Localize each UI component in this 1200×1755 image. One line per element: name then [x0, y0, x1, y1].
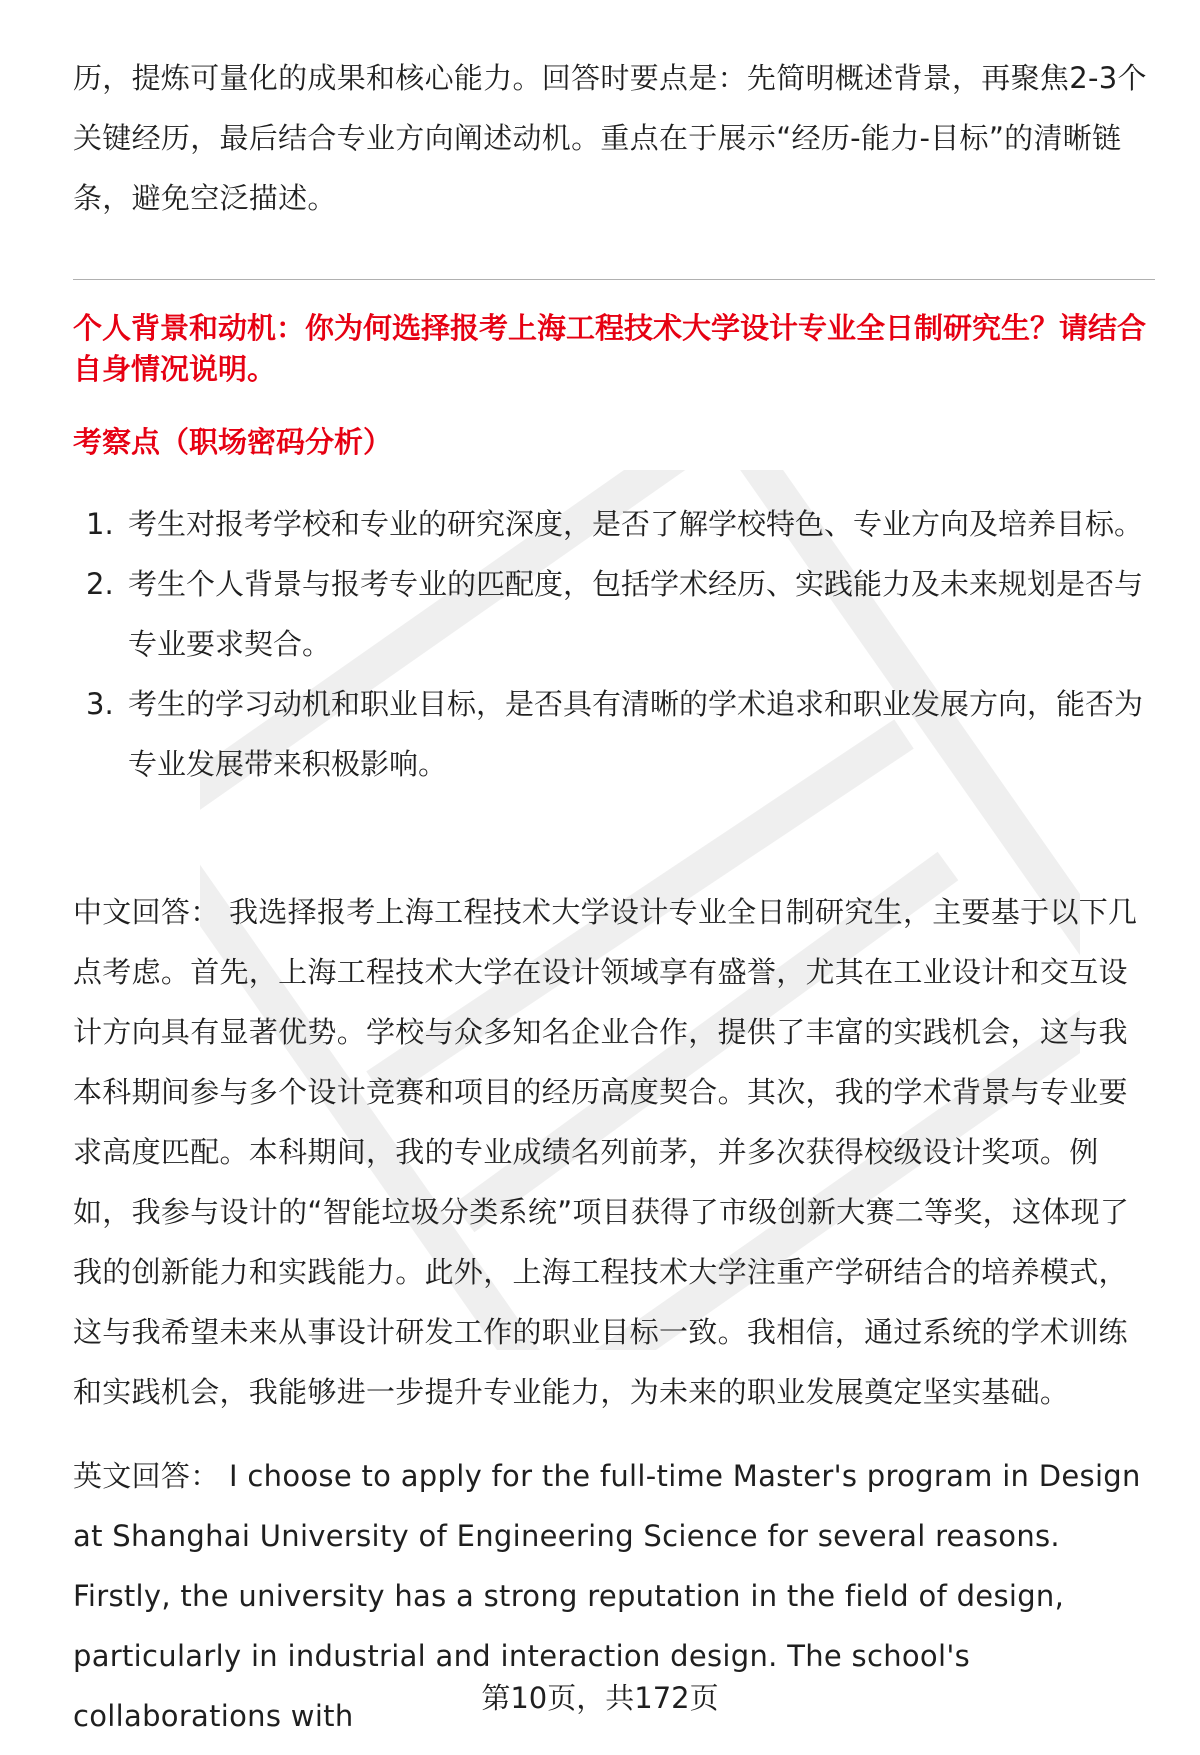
list-item-number: 1.: [86, 507, 114, 541]
key-points-heading: 考察点（职场密码分析）: [73, 425, 393, 459]
section-divider: [73, 279, 1155, 280]
chinese-answer-text: 我选择报考上海工程技术大学设计专业全日制研究生，主要基于以下几点考虑。首先，上海工程技术大学在设计领域享有盛誉，尤其在工业设计和交互设计方向具有显著优势。学校与众多知名企业合作，提供了丰富的实践机会，这与我本科期间参与多个设计竞赛和项目的经历高度契合。其次，我的学术背景与专业要求高度匹配。本科期间，我的专业成绩名列前茅，并多次获得校级设计奖项。例如，我参与设计的“智能垃圾分类系统”项目获得了市级创新大赛二等奖，这体现了我的创新能力和实践能力。此外，上海工程技术大学注重产学研结合的培养模式，这与我希望未来从事设计研发工作的职业目标一致。我相信，通过系统的学术训练和实践机会，我能够进一步提升专业能力，为未来的职业发展奠定坚实基础。: [73, 895, 1138, 1409]
list-item: [73, 494, 1155, 554]
list-item-text: 考生个人背景与报考专业的匹配度，包括学术经历、实践能力及未来规划是否与专业要求契合。: [128, 567, 1144, 661]
intro-paragraph: 历，提炼可量化的成果和核心能力。回答时要点是：先简明概述背景，再聚焦2-3个关键经历，最后结合专业方向阐述动机。重点在于展示“经历-能力-目标”的清晰链条，避免空泛描述。: [73, 61, 1147, 215]
list-item-number: 2.: [86, 567, 114, 601]
question-heading: 个人背景和动机：你为何选择报考上海工程技术大学设计专业全日制研究生？请结合自身情况说明。: [73, 311, 1147, 386]
key-points-list: [73, 494, 1155, 794]
list-item: [73, 554, 1155, 674]
list-item-number: 3.: [86, 687, 114, 721]
english-answer-label: 英文回答：: [73, 1459, 220, 1493]
chinese-answer-section: [73, 882, 1155, 1422]
list-item-text: 考生的学习动机和职业目标，是否具有清晰的学术追求和职业发展方向，能否为专业发展带来积极影响。: [128, 687, 1144, 781]
list-item-text: 考生对报考学校和专业的研究深度，是否了解学校特色、专业方向及培养目标。: [128, 507, 1144, 541]
chinese-answer-label: 中文回答：: [73, 895, 220, 929]
page-number-footer: 第10页，共172页: [481, 1681, 719, 1715]
chinese-answer-paragraph: [73, 882, 1155, 1422]
list-item: [73, 674, 1155, 794]
intro-section: [73, 48, 1155, 228]
english-answer-text: I choose to apply for the full-time Master's program in Design at Shanghai University of Engineering Science for several reasons. Firstly, the university has a strong reputation in the field of design, particularly in industrial and interaction design. The school's collaborations with: [73, 1459, 1141, 1733]
